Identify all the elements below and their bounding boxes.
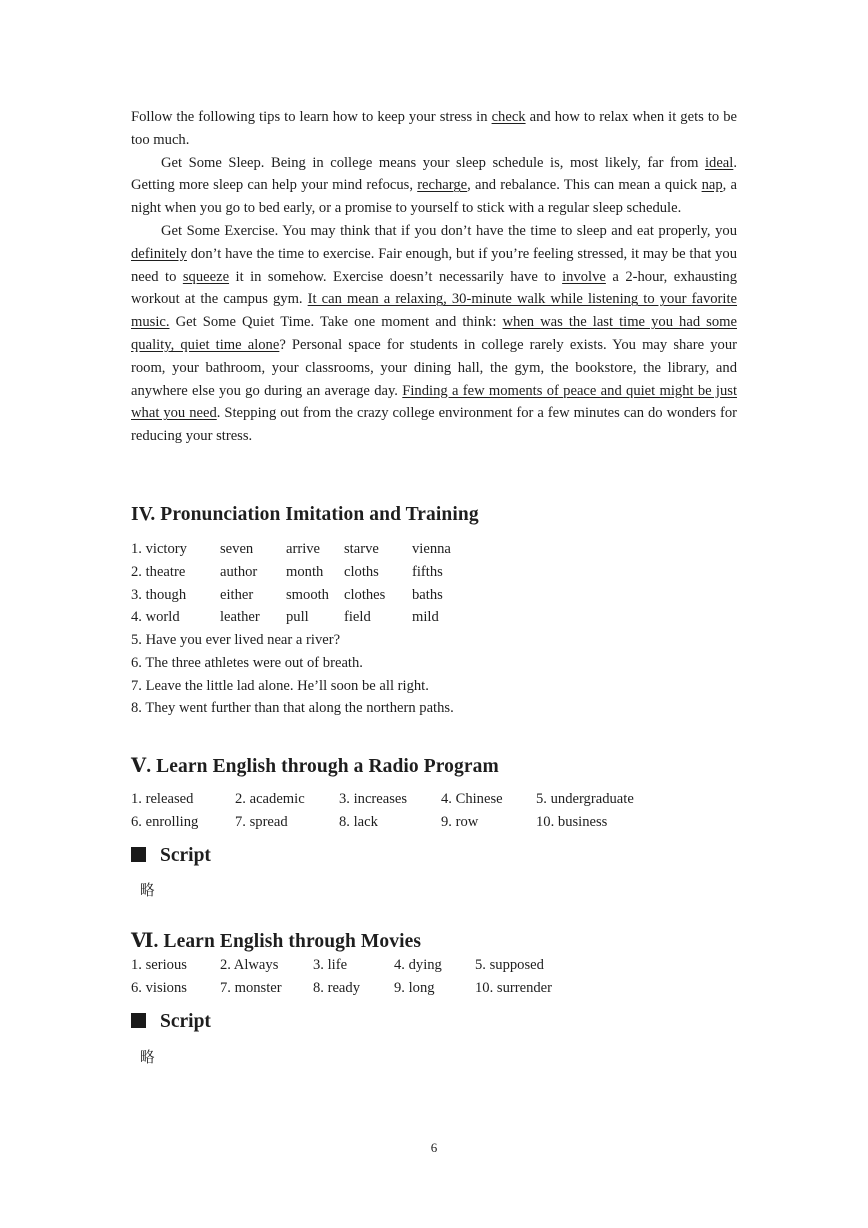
list-cell: 8. ready: [313, 979, 361, 996]
list-cell: 7. spread: [235, 813, 288, 830]
list-cell: clothes: [344, 586, 386, 603]
text-run: Get Some Sleep. Being in college means your sleep schedule is, most likely, far from: [161, 154, 705, 171]
text-run: it in somehow. Exercise doesn’t necessarily have to: [229, 268, 563, 285]
script-label: Script: [160, 845, 211, 866]
sentence-item: 6. The three athletes were out of breath.: [131, 654, 363, 671]
list-cell: 2. theatre: [131, 563, 186, 580]
sentence-item: 8. They went further than that along the northern paths.: [131, 700, 454, 717]
paragraph-exercise: [131, 220, 737, 448]
list-cell: 4. Chinese: [441, 791, 503, 807]
underlined-term: when was the last time you had some quality, quiet time alone: [131, 314, 737, 353]
list-cell: smooth: [286, 586, 329, 603]
text-run: , a night when you go to bed early, or a promise to yourself to stick with a regular sleep schedule.: [131, 177, 737, 217]
script-label: Script: [160, 1011, 211, 1032]
list-cell: cloths: [344, 563, 379, 580]
list-cell: leather: [220, 609, 260, 626]
reading-passage: [131, 106, 737, 448]
list-cell: 2. Always: [220, 957, 279, 973]
underlined-term: nap: [701, 177, 723, 194]
text-run: Get Some Exercise. You may think that if you don’t have the time to sleep and eat properly, you: [161, 222, 737, 239]
list-cell: 3. though: [131, 586, 187, 603]
text-run: don’t have the time to exercise. Fair enough, but if you’re feeling stressed, it may be that you need to: [131, 245, 737, 285]
sentence-item: 7. Leave the little lad alone. He’ll soon be all right.: [131, 677, 429, 694]
list-cell: 6. visions: [131, 979, 187, 996]
underlined-term: recharge: [417, 177, 468, 194]
square-bullet-icon: [131, 1013, 146, 1028]
list-cell: 9. long: [394, 979, 435, 996]
section-iv-title: IV. Pronunciation Imitation and Training: [131, 504, 479, 525]
list-cell: arrive: [286, 541, 321, 557]
underlined-term: squeeze: [182, 268, 230, 285]
sentence-item: 5. Have you ever lived near a river?: [131, 632, 341, 648]
list-cell: vienna: [412, 541, 451, 557]
list-cell: 3. life: [313, 957, 348, 973]
underlined-term: ideal: [704, 154, 734, 171]
list-cell: 4. world: [131, 609, 180, 626]
list-cell: author: [220, 563, 258, 580]
list-cell: 1. serious: [131, 957, 187, 973]
text-run: Follow the following tips to learn how to keep your stress in: [131, 109, 492, 125]
list-cell: 5. supposed: [475, 957, 544, 973]
underlined-term: involve: [562, 268, 606, 285]
list-cell: mild: [412, 609, 439, 626]
underlined-term: It can mean a relaxing, 30-minute walk while listening to your favorite music.: [131, 291, 737, 331]
list-cell: 10. surrender: [475, 979, 552, 996]
underlined-term: Finding a few moments of peace and quiet might be just what you need: [131, 382, 738, 422]
list-cell: 10. business: [536, 813, 608, 830]
list-cell: fifths: [412, 563, 443, 580]
list-cell: 5. undergraduate: [536, 791, 634, 807]
list-cell: either: [220, 586, 254, 603]
list-cell: month: [286, 563, 324, 580]
list-cell: 1. victory: [131, 541, 187, 557]
paragraph-sleep: [131, 152, 737, 220]
section-v-title: Ⅴ. Learn English through a Radio Program: [131, 756, 499, 777]
list-cell: 4. dying: [394, 957, 442, 973]
text-run: . Getting more sleep can help your mind refocus,: [131, 154, 737, 194]
list-cell: 9. row: [441, 813, 479, 830]
underlined-term: check: [491, 109, 526, 125]
list-cell: baths: [412, 586, 443, 603]
text-run: . Stepping out from the crazy college environment for a few minutes can do wonders for reducing your stress.: [131, 405, 738, 445]
list-cell: field: [344, 609, 371, 626]
list-cell: 8. lack: [339, 813, 378, 830]
list-cell: 6. enrolling: [131, 813, 199, 830]
section-vi-script-text: 略: [140, 1049, 155, 1066]
section-vi-title: Ⅵ. Learn English through Movies: [131, 931, 422, 952]
text-run: Get Some Quiet Time. Take one moment and think:: [169, 314, 503, 331]
text-run: ? Personal space for students in college rarely exists. You may share your room, your bathroom, your classrooms, your dining hall, the gym, the bookstore, the library, and anywhere else you go during an average day.: [131, 336, 737, 399]
text-run: , and rebalance. This can mean a quick: [467, 177, 702, 194]
section-vi-script-heading: [131, 1011, 211, 1033]
square-bullet-icon: [131, 847, 146, 862]
list-cell: pull: [286, 609, 309, 626]
text-run: and how to relax when it gets to be too much.: [131, 109, 738, 148]
text-run: a 2-hour, exhausting workout at the campus gym.: [131, 268, 737, 308]
section-v-script-text: 略: [140, 882, 155, 899]
list-cell: 7. monster: [220, 979, 282, 996]
underlined-term: definitely: [131, 245, 187, 262]
list-cell: 3. increases: [339, 791, 408, 807]
list-cell: seven: [220, 541, 254, 557]
paragraph-intro: [131, 106, 737, 152]
list-cell: starve: [344, 541, 379, 557]
section-v-script-heading: [131, 845, 211, 867]
list-cell: 2. academic: [235, 791, 305, 807]
page-number: 6: [430, 1140, 438, 1155]
list-cell: 1. released: [131, 791, 194, 807]
